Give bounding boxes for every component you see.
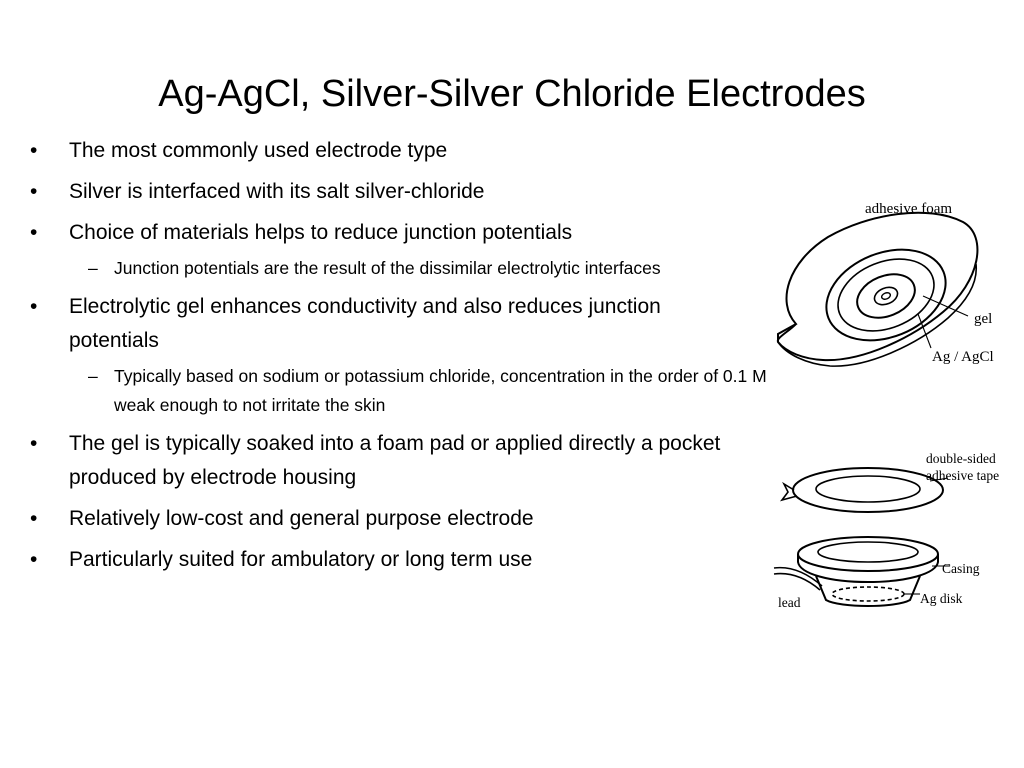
foam-pad-outline: [778, 213, 977, 360]
gel-ring: [827, 246, 944, 345]
label-ag-agcl: Ag / AgCl: [932, 349, 994, 365]
bullet-marker: •: [30, 221, 38, 244]
bullet-text: Silver is interfaced with its salt silver-chloride: [69, 180, 485, 203]
bullet-marker: •: [30, 548, 38, 571]
bullet-list: [30, 134, 810, 584]
label-gel: gel: [974, 311, 993, 327]
ag-disk: [832, 587, 904, 601]
label-lead: lead: [778, 595, 801, 610]
bullet-text: Relatively low-cost and general purpose electrode: [69, 507, 534, 530]
sub-bullet-marker: –: [88, 258, 98, 278]
electrode-top-figure: [768, 192, 1018, 382]
bullet-item: [30, 216, 810, 250]
bullet-marker: •: [30, 139, 38, 162]
sub-bullet-item: [30, 254, 714, 283]
bullet-marker: •: [30, 507, 38, 530]
sub-bullet-item: [30, 362, 774, 420]
electrode-bottom-figure: [770, 448, 1020, 618]
bullet-marker: •: [30, 180, 38, 203]
bullet-item: [30, 290, 709, 358]
bullet-item: [30, 427, 781, 495]
bullet-item: [30, 175, 810, 209]
slide-title: Ag-AgCl, Silver-Silver Chloride Electrodes: [158, 73, 866, 115]
label-double-sided: double-sided: [926, 451, 996, 466]
label-ag-disk: Ag disk: [920, 591, 963, 606]
bullet-text: The most commonly used electrode type: [69, 139, 448, 162]
label-adhesive-tape: adhesive tape: [926, 468, 1000, 483]
bullet-text: The gel is typically soaked into a foam pad or applied directly a pocket produced by electrode housing: [69, 432, 721, 489]
label-adhesive-foam: adhesive foam: [865, 201, 953, 217]
bullet-marker: •: [30, 295, 38, 318]
bullet-item: [30, 134, 810, 168]
bullet-item: [30, 543, 810, 577]
sub-bullet-text: Typically based on sodium or potassium chloride, concentration in the order of 0.1 M weak enough to not irritate the skin: [114, 366, 767, 415]
bullet-text: Choice of materials helps to reduce junction potentials: [69, 221, 573, 244]
label-casing: Casing: [942, 561, 980, 576]
bullet-text: Electrolytic gel enhances conductivity and also reduces junction potentials: [69, 295, 661, 352]
bullet-text: Particularly suited for ambulatory or long term use: [69, 548, 533, 571]
foam-ring: [813, 233, 959, 357]
bullet-marker: •: [30, 432, 38, 455]
agagcl-center: [872, 284, 900, 308]
sub-bullet-marker: –: [88, 366, 98, 386]
sub-bullet-text: Junction potentials are the result of the dissimilar electrolytic interfaces: [114, 258, 661, 278]
bullet-item: [30, 502, 810, 536]
